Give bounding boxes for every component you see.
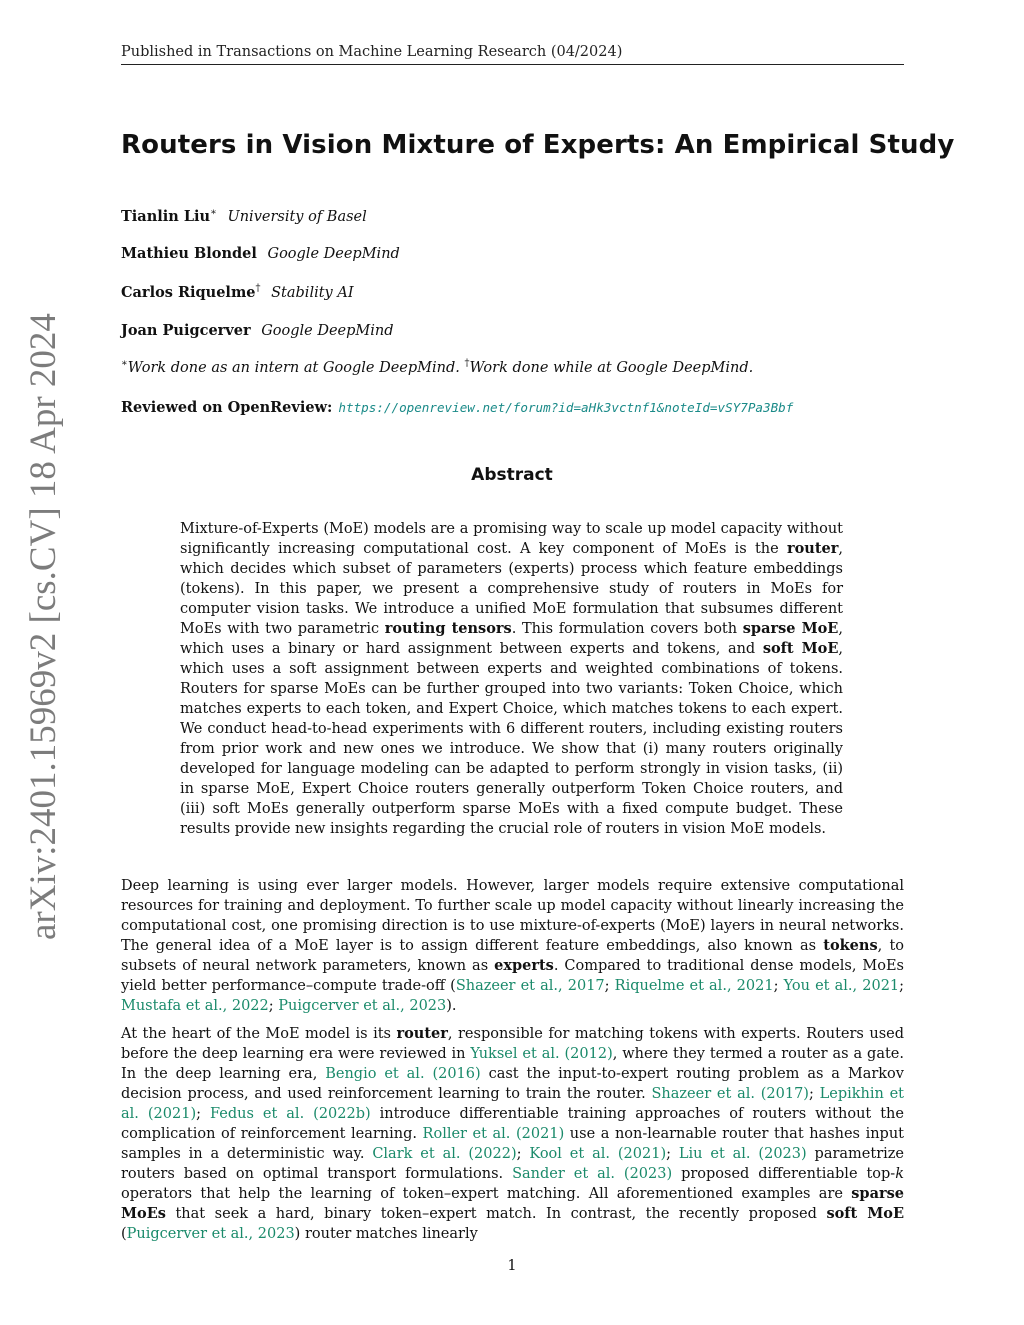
citation-link[interactable]: Yuksel et al. (2012) [470, 1046, 613, 1062]
abstract-text: Mixture-of-Experts (MoE) models are a promising way to scale up model capacity without significantly increasing computational cost. A key component of MoEs is the router, which decides which subset of parameters (experts) process which feature embeddings (tokens). In this paper, we present a comprehensive study of routers in MoEs for computer vision tasks. We introduce a unified MoE formulation that subsumes different MoEs with two parametric routing tensors. This formulation covers both sparse MoE, which uses a binary or hard assignment between experts and tokens, and soft MoE, which uses a soft assignment between experts and weighted combinations of tokens. Routers for sparse MoEs can be further grouped into two variants: Token Choice, which matches experts to each token, and Expert Choice, which matches tokens to each expert. We conduct head-to-head experiments with 6 different routers, including existing routers from prior work and new ones we introduce. We show that (i) many routers originally developed for language modeling can be adapted to perform strongly in vision tasks, (ii) in sparse MoE, Expert Choice routers generally outperform Token Choice routers, and (iii) soft MoEs generally outperform sparse MoEs with a fixed compute budget. These results provide new insights regarding the crucial role of routers in vision MoE models. [180, 521, 843, 837]
author-3 [121, 283, 354, 301]
author-mark: ∗ [210, 207, 217, 218]
reviewed-label: Reviewed on OpenReview: [121, 399, 333, 416]
author-name: Mathieu Blondel [121, 245, 257, 262]
author-1 [121, 207, 367, 225]
paragraph-routers: At the heart of the MoE model is its router, responsible for matching tokens with experts. Routers used before the deep learning era were reviewed in Yuksel et al. (2012), where they termed a router as a gate. In the deep learning era, Bengio et al. (2016) cast the input-to-expert routing problem as a Markov decision process, and used reinforcement learning to train the router. Shazeer et al. (2017); Lepikhin et al. (2021); Fedus et al. (2022b) introduce differentiable training approaches of routers without the complication of reinforcement learning. Roller et al. (2021) use a non-learnable router that hashes input samples in a deterministic way. Clark et al. (2022); Kool et al. (2021); Liu et al. (2023) parametrize routers based on optimal transport formulations. Sander et al. (2023) proposed differentiable top-k operators that help the learning of token–expert matching. All aforementioned examples are sparse MoEs that seek a hard, binary token–expert match. In contrast, the recently proposed soft MoE (Puigcerver et al., 2023) router matches linearly [121, 1025, 905, 1242]
author-2 [121, 245, 400, 262]
citation-link[interactable]: Bengio et al. (2016) [325, 1066, 481, 1082]
citation-link[interactable]: Shazeer et al., 2017 [455, 978, 605, 994]
author-affiliation: Google DeepMind [261, 323, 394, 339]
citation-link[interactable]: Fedus et al. (2022b) [210, 1106, 371, 1122]
citation-link[interactable]: Riquelme et al., 2021 [614, 978, 774, 994]
footnote-text: Work done as an intern at Google DeepMind. [127, 359, 460, 376]
body-text [121, 876, 904, 1252]
running-header: Published in Transactions on Machine Learning Research (04/2024) [121, 44, 904, 65]
author-name: Carlos Riquelme [121, 283, 256, 301]
citation-link[interactable]: Liu et al. (2023) [678, 1146, 807, 1162]
citation-link[interactable]: Lepikhin et al. (2021) [121, 1086, 905, 1122]
page-number: 1 [507, 1258, 517, 1274]
author-name: Tianlin Liu [121, 207, 211, 225]
footnote-mark: † [464, 358, 470, 369]
citation-link[interactable]: Roller et al. (2021) [422, 1126, 565, 1142]
paragraph-intro: Deep learning is using ever larger models. However, larger models require extensive computational resources for training and deployment. To further scale up model capacity without linearly increasing the computational cost, one promising direction is to use mixture-of-experts (MoE) layers in neural networks. The general idea of a MoE layer is to assign different feature embeddings, also known as tokens, to subsets of neural network parameters, known as experts. Compared to traditional dense models, MoEs yield better performance–compute trade-off (Shazeer et al., 2017; Riquelme et al., 2021; You et al., 2021; Mustafa et al., 2022; Puigcerver et al., 2023). [121, 878, 905, 1014]
paper-title: Routers in Vision Mixture of Experts: An Empirical Study [121, 130, 955, 160]
author-name: Joan Puigcerver [121, 322, 251, 339]
citation-link[interactable]: Shazeer et al. (2017) [651, 1086, 809, 1102]
author-affiliation: Stability AI [271, 284, 354, 301]
footnote-text: Work done while at Google DeepMind. [469, 359, 754, 376]
author-affiliation: University of Basel [227, 208, 367, 225]
citation-link[interactable]: Sander et al. (2023) [512, 1166, 673, 1182]
footnote-mark: ∗ [121, 358, 128, 369]
citation-link[interactable]: Mustafa et al., 2022 [121, 998, 269, 1014]
openreview-link[interactable]: https://openreview.net/forum?id=aHk3vctnf1&noteId=vSY7Pa3Bbf [338, 400, 794, 415]
author-affiliation: Google DeepMind [267, 246, 400, 262]
citation-link[interactable]: You et al., 2021 [783, 978, 900, 994]
openreview-line [121, 399, 793, 416]
author-4 [121, 322, 394, 339]
citation-link[interactable]: Clark et al. (2022) [372, 1146, 517, 1162]
citation-link[interactable]: Puigcerver et al., 2023 [278, 998, 447, 1014]
author-mark: † [255, 283, 261, 294]
arxiv-identifier: arXiv:2401.15969v2 [cs.CV] 18 Apr 2024 [23, 313, 64, 940]
citation-link[interactable]: Puigcerver et al., 2023 [126, 1226, 295, 1242]
abstract-heading: Abstract [471, 465, 553, 485]
author-footnote [121, 358, 753, 376]
citation-link[interactable]: Kool et al. (2021) [529, 1146, 667, 1162]
